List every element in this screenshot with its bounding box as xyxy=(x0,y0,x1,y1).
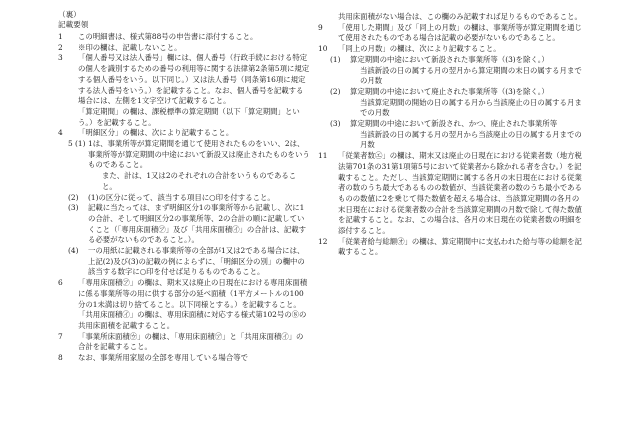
item-text: 1は、事業所等が算定期間を通じて使用されたものをいい、2は、事業所等が算定期間の中途において新設又は廃止されたものをいうものであること。 xyxy=(88,139,310,170)
item-text: この明細書は、様式第88号の申告書に添付すること。 xyxy=(78,32,258,41)
instruction-item xyxy=(58,310,310,331)
item-number: 3 xyxy=(58,53,63,63)
instruction-item xyxy=(318,87,584,98)
item-text: 算定期間の中途において新設された事業所等（(3)を除く。） xyxy=(350,54,549,64)
item-text: 「算定期間」の欄は、課税標準の算定期間（以下「算定期間」という。）を記載すること。 xyxy=(78,106,300,127)
item-text: 「専用床面積㋐」の欄は、期末又は廃止の日現在における専用床面積に係る事業所等の用に供する部分の延べ面積（1平方メートルの100分の1未満は切り捨てること。以下同様とする。）を記載すること。 xyxy=(78,278,308,309)
instruction-item xyxy=(318,119,584,130)
instruction-item xyxy=(58,32,310,43)
item-text: 「従業者給与総額㋔」の欄は、算定期間中に支払われた給与等の総額を記載すること。 xyxy=(338,236,582,257)
instruction-item xyxy=(58,128,310,139)
item-number: (2) xyxy=(330,86,341,96)
item-text: ※印の欄は、記載しないこと。 xyxy=(78,42,182,52)
instruction-item xyxy=(318,98,584,119)
item-text: なお、事業所用家屋の全部を専用している場合等で xyxy=(78,353,248,363)
item-text: 「共用床面積㋑」の欄は、専用床面積に対応する様式第102号の⑧の共用床面積を記載すること。 xyxy=(78,310,307,330)
item-text: 記載に当たっては、まず明細区分1の事業所等から記載し、次に1の合計、そして明細区分2の事業所等、2の合計の順に記載していくこと（「専用床面積㋐」及び「共用床面積㋑」の合計は、記載する必要がないものであること。）。 xyxy=(88,203,307,245)
item-text: 算定期間の中途において新設され、かつ、廃止された事業所等 xyxy=(350,119,558,129)
instruction-item xyxy=(58,203,310,246)
item-text: (1)の区分に従って、該当する項目に○印を付すること。 xyxy=(88,192,275,202)
item-text: 「個人番号又は法人番号」欄には、個人番号（行政手続における特定の個人を識別するための番号の利用等に関する法律第2条第5項に規定する個人番号をいう。以下同じ。）又は法人番号（同条第16項に規定する法人番号をいう。）を記載すること。なお、個人番号を記載する場合には、左側を1文字空けて記載すること。 xyxy=(78,53,310,106)
item-number: 7 xyxy=(58,331,63,341)
instruction-item xyxy=(318,151,584,237)
item-number: (2) xyxy=(68,192,79,202)
instruction-item xyxy=(58,246,310,278)
item-number: (3) xyxy=(68,203,79,213)
item-text: 「従業者数㋓」の欄は、期末又は廃止の日現在における従業者数（地方税法第701条の31第1項第5号において従業者から除かれる者を含む。）を記載すること。ただし、当該算定期間に属する各月の末日現在における従業者の数のうち最大であるものの数値が、当該従業者の数のうち最小であるものの数値に2を乗じて得た数値を超える場合は、当該算定期間の各月の末日現在における従業者数の合計を当該算定期間の月数で除して得た数値を記載すること。なお、この場合は、各月の末日現在の従業者数の明細を添付すること。 xyxy=(338,151,582,236)
instruction-item xyxy=(58,278,310,310)
item-text: 一の用紙に記載される事業所等の全部が1又は2である場合には、上記(2)及び(3)の記載の例によらずに、「明細区分の別」の欄中の該当する数字に○印を付せば足りるものであること。 xyxy=(88,246,305,277)
instruction-item xyxy=(58,171,310,192)
page-variant-label: （裏） xyxy=(58,10,81,19)
item-number: 2 xyxy=(58,42,63,52)
item-number: 4 xyxy=(58,128,63,138)
left-column xyxy=(58,32,310,364)
instruction-item xyxy=(318,66,584,87)
item-text: 「事業所床面積㋒」の欄は、「専用床面積㋐」と「共用床面積㋑」の合計を記載すること。 xyxy=(78,331,304,352)
item-text: 当該新設の日の属する月の翌月から算定期間の末日の属する月までの月数 xyxy=(360,65,582,86)
item-number: 8 xyxy=(58,353,63,363)
instruction-item xyxy=(318,237,584,258)
item-number: (1) xyxy=(330,54,341,64)
instruction-item xyxy=(318,55,584,66)
item-text: 「明細区分」の欄は、次により記載すること。 xyxy=(78,128,234,138)
item-number: (3) xyxy=(330,119,341,129)
instruction-item xyxy=(58,107,310,128)
instruction-item xyxy=(58,43,310,54)
item-number: 12 xyxy=(318,236,328,246)
item-text: 算定期間の中途において廃止された事業所等（(3)を除く。） xyxy=(350,86,549,96)
instruction-item xyxy=(58,139,310,171)
item-text: また、計は、1又は2のそれぞれの合計をいうものであること。 xyxy=(102,171,297,191)
instruction-item xyxy=(318,23,584,44)
right-column xyxy=(318,12,584,258)
instruction-item xyxy=(58,193,310,204)
item-number: 9 xyxy=(318,22,323,32)
item-text: 「同上の月数」の欄は、次により記載すること。 xyxy=(338,44,501,54)
item-text: 当該算定期間の開始の日の属する月から当該廃止の日の属する月までの月数 xyxy=(360,97,582,118)
item-text: 共用床面積がない場合は、この欄のみ記載すれば足りるものであること。 xyxy=(338,12,582,21)
item-text: 「使用した期間」及び「同上の月数」の欄は、事業所等が算定期間を通じて使用されたものである場合は記載の必要がないものであること。 xyxy=(338,22,582,43)
instruction-item xyxy=(58,353,310,364)
instruction-item xyxy=(318,44,584,55)
instructions-heading: 記載要領 xyxy=(58,20,89,29)
item-number: 10 xyxy=(318,44,328,54)
item-number: (4) xyxy=(68,246,79,256)
item-text: 当該新設の日の属する月の翌月から当該廃止の日の属する月までの月数 xyxy=(360,129,582,150)
item-number: 1 xyxy=(58,32,63,41)
instruction-item xyxy=(318,12,584,23)
instruction-item xyxy=(58,332,310,353)
item-number: 6 xyxy=(58,278,63,288)
item-number: 5 (1) xyxy=(68,139,86,149)
instruction-item xyxy=(58,53,310,107)
item-number: 11 xyxy=(318,151,328,161)
instruction-item xyxy=(318,130,584,151)
